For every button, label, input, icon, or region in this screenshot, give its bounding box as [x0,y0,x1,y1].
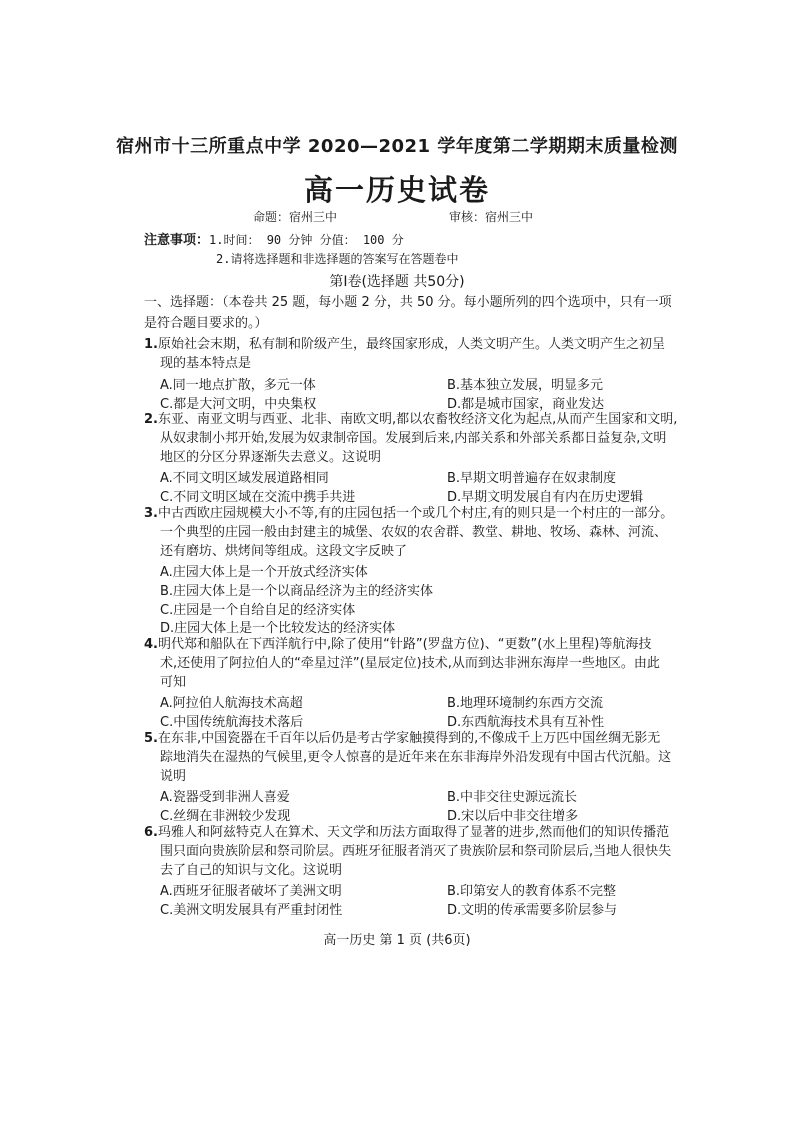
reviewer-label: 审核：宿州三中 [449,210,534,224]
question-3-line-1: 3.中古西欧庄园规模大小不等,有的庄园包括一个或几个村庄,有的则只是一个村庄的一部分。 [144,506,674,521]
question-4-option-d: D.东西航海技术具有互补性 [447,715,605,730]
question-2-line-1: 2.东亚、南亚文明与西亚、北非、南欧文明,都以农畜牧经济文化为起点,从而产生国家和文明, [144,412,678,427]
question-3-option-c: C.庄园是一个自给自足的经济实体 [160,603,356,618]
question-3-option-b: B.庄园大体上是一个以商品经济为主的经济实体 [160,584,434,599]
question-6-line-1: 6.玛雅人和阿兹特克人在算术、天文学和历法方面取得了显著的进步,然而他们的知识传播范 [144,825,670,840]
proposer-label: 命题：宿州三中 [253,210,338,224]
question-number: 6. [144,825,158,840]
question-6-option-a: A.西班牙征服者破坏了美洲文明 [160,884,342,899]
notice-item-2: 2.请将选择题和非选择题的答案写在答题卷中 [216,252,459,266]
question-4-option-c: C.中国传统航海技术落后 [160,715,304,730]
page-footer: 高一历史 第 1 页 (共6页) [323,933,471,948]
question-5-option-a: A.瓷器受到非洲人喜爱 [160,790,290,805]
question-1-line-2: 现的基本特点是 [160,356,252,371]
section-instruction-line-2: 是符合题目要求的。） [144,316,268,331]
question-1-line-1: 1.原始社会末期，私有制和阶级产生，最终国家形成，人类文明产生。人类文明产生之初呈 [144,337,665,352]
question-6-line-3: 去了自己的知识与文化。这说明 [160,863,343,878]
question-2-option-a: A.不同文明区域发展道路相同 [160,471,329,486]
question-5-line-3: 说明 [160,769,187,784]
question-2-line-2: 从奴隶制小邦开始,发展为奴隶制帝国。发展到后来,内部关系和外部关系都日益复杂,文明 [160,431,667,446]
question-4-option-b: B.地理环境制约东西方交流 [447,696,604,711]
question-6-option-d: D.文明的传承需要多阶层参与 [447,903,618,918]
section-heading: 第Ⅰ卷(选择题 共50分) [329,274,465,290]
question-3-line-3: 还有磨坊、烘烤间等组成。这段文字反映了 [160,544,408,559]
question-number: 3. [144,506,158,521]
question-2-option-c: C.不同文明区域在交流中携手共进 [160,490,356,505]
question-1-option-b: B.基本独立发展，明显多元 [447,378,604,393]
exam-subject-title: 高一历史试卷 [303,173,490,207]
question-2-option-d: D.早期文明发展自有内在历史逻辑 [447,490,644,505]
question-5-option-c: C.丝绸在非洲较少发现 [160,809,291,824]
question-1-option-d: D.都是城市国家，商业发达 [447,397,605,412]
question-5-option-d: D.宋以后中非交往增多 [447,809,579,824]
question-4-line-2: 术,还使用了阿拉伯人的“牵星过洋”(星辰定位)技术,从而到达非洲东海岸一些地区。由此 [160,656,660,671]
question-6-option-b: B.印第安人的教育体系不完整 [447,884,617,899]
question-5-line-2: 踪地消失在湿热的气候里,更令人惊喜的是近年来在东非海岸外沿发现有中国古代沉船。这 [160,750,672,765]
question-4-line-1: 4.明代郑和船队在下西洋航行中,除了使用“针路”(罗盘方位)、“更数”(水上里程)等航海技 [144,637,652,652]
question-5-line-1: 5.在东非,中国瓷器在千百年以后仍是考古学家触摸得到的,不像成千上万匹中国丝绸无影无 [144,731,661,746]
question-number: 1. [144,337,158,352]
question-number: 5. [144,731,158,746]
question-6-line-2: 围只面向贵族阶层和祭司阶层。西班牙征服者消灭了贵族阶层和祭司阶层后,当地人很快失 [160,844,672,859]
question-number: 2. [144,412,158,427]
section-instruction-line-1: 一、选择题：（本卷共 25 题，每小题 2 分，共 50 分。每小题所列的四个选项中，只有一项 [144,295,672,310]
question-6-option-c: C.美洲文明发展具有严重封闭性 [160,903,343,918]
question-4-option-a: A.阿拉伯人航海技术高超 [160,696,303,711]
notice-label: 注意事项： [144,233,210,248]
question-5-option-b: B.中非交往史源远流长 [447,790,578,805]
question-number: 4. [144,637,158,652]
notice-line-1 [144,229,404,248]
question-4-line-3: 可知 [160,675,187,690]
notice-item-1: 1.时间： 90 分钟 分值： 100 分 [209,233,404,247]
question-1-option-c: C.都是大河文明，中央集权 [160,397,317,412]
question-3-option-d: D.庄园大体上是一个比较发达的经济实体 [160,621,396,636]
question-3-line-2: 一个典型的庄园一般由封建主的城堡、农奴的农舍群、教堂、耕地、牧场、森林、河流、 [160,525,668,540]
question-3-option-a: A.庄园大体上是一个开放式经济实体 [160,565,368,580]
exam-header-title: 宿州市十三所重点中学 2020—2021 学年度第二学期期末质量检测 [116,136,678,157]
question-2-line-3: 地区的分区分界逐渐失去意义。这说明 [160,450,382,465]
question-2-option-b: B.早期文明普遍存在奴隶制度 [447,471,617,486]
question-1-option-a: A.同一地点扩散，多元一体 [160,378,316,393]
